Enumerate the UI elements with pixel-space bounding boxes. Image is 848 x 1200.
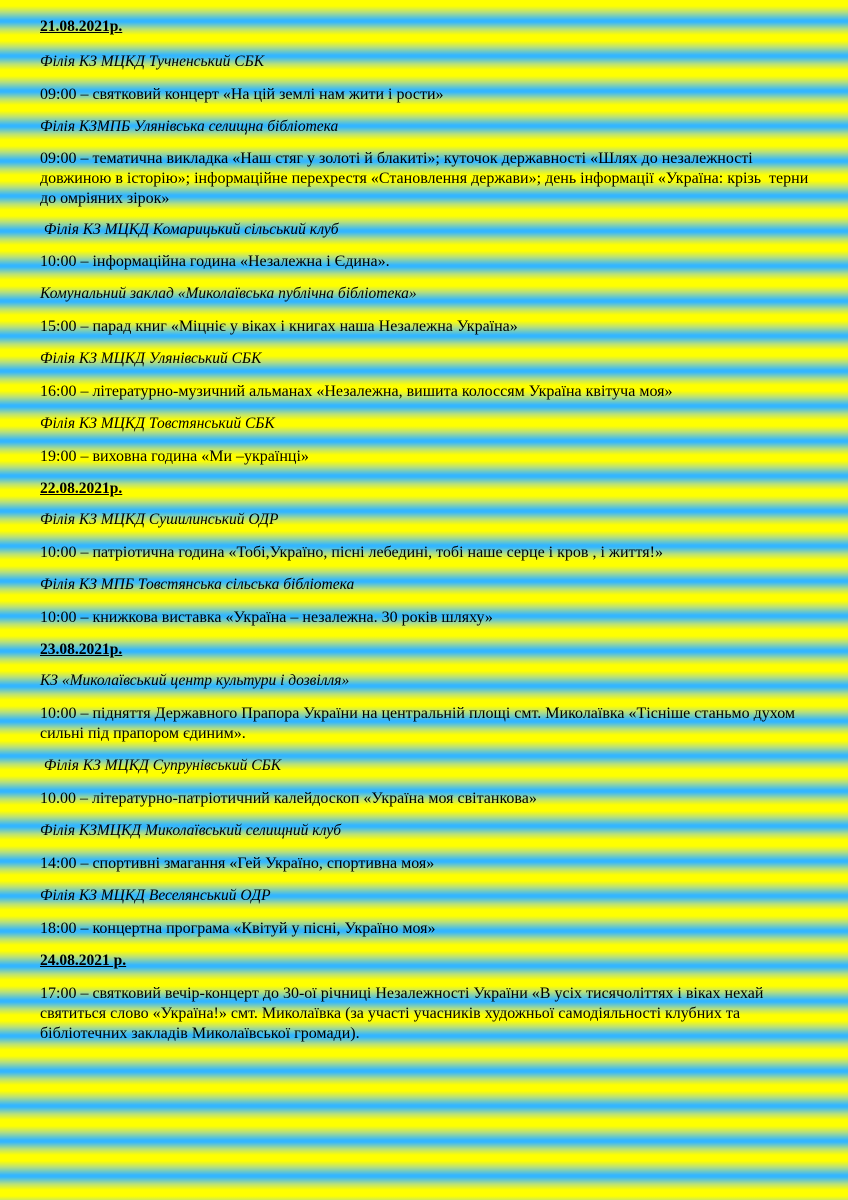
venue-name: Філія КЗ МЦКД Улянівський СБК (40, 350, 262, 367)
venue-name: Філія КЗ МЦКД Тучненський СБК (40, 53, 265, 70)
venue-name: Філія КЗ МЦКД Супрунівський СБК (40, 757, 282, 774)
venue-name: Комунальний заклад «Миколаївська публічна бібліотека» (40, 285, 417, 302)
event-description: 17:00 – святковий вечір-концерт до 30-ої річниці Незалежності України «В усіх тисячоліттях і віках нехай святиться слово «Україна!» смт. Миколаївка (за участі учасників художньої самодіяльності клубних та бібліотечних закладів Миколаївської громади). (40, 985, 768, 1042)
document (40, 18, 813, 1044)
event-description: 10:00 – інформаційна година «Незалежна і Єдина». (40, 253, 390, 270)
section-date: 21.08.2021р. (40, 18, 123, 35)
section-date: 24.08.2021 р. (40, 952, 127, 969)
event-description: 10.00 – літературно-патріотичний калейдоскоп «Україна моя світанкова» (40, 790, 537, 807)
event-description: 14:00 – спортивні змагання «Гей Україно, спортивна моя» (40, 855, 435, 872)
venue-name: Філія КЗ МЦКД Веселянський ОДР (40, 887, 271, 904)
venue-name: Філія КЗМПБ Улянівська селищна бібліотека (40, 118, 339, 135)
section-date: 22.08.2021р. (40, 480, 123, 497)
event-description: 10:00 – книжкова виставка «Україна – незалежна. 30 років шляху» (40, 609, 493, 626)
event-description: 10:00 – підняття Державного Прапора України на центральній площі смт. Миколаївка «Тісніше станьмо духом сильні під прапором єдиним». (40, 705, 800, 742)
event-description: 19:00 – виховна година «Ми –українці» (40, 448, 309, 465)
event-description: 16:00 – літературно-музичний альманах «Незалежна, вишита колоссям Україна квітуча моя» (40, 383, 673, 400)
venue-name: Філія КЗМЦКД Миколаївський селищний клуб (40, 822, 342, 839)
event-description: 09:00 – тематична викладка «Наш стяг у золоті й блакиті»; куточок державності «Шлях до незалежності довжиною в історію»; інформаційне перехрестя «Становлення держави»; день інформації «Україна: крізь терни до омріяних зірок» (40, 150, 813, 207)
event-description: 18:00 – концертна програма «Квітуй у пісні, Україно моя» (40, 920, 436, 937)
venue-name: Філія КЗ МЦКД Комарицький сільський клуб (40, 221, 339, 238)
event-description: 09:00 – святковий концерт «На цій землі нам жити і рости» (40, 86, 444, 103)
event-description: 10:00 – патріотична година «Тобі,Україно, пісні лебедині, тобі наше серце і кров , і життя!» (40, 544, 663, 561)
venue-name: Філія КЗ МЦКД Товстянський СБК (40, 415, 275, 432)
venue-name: КЗ «Миколаївський центр культури і дозвілля» (40, 672, 350, 689)
section-date: 23.08.2021р. (40, 641, 123, 658)
event-description: 15:00 – парад книг «Міцніє у віках і книгах наша Незалежна Україна» (40, 318, 518, 335)
venue-name: Філія КЗ МПБ Товстянська сільська бібліотека (40, 576, 355, 593)
venue-name: Філія КЗ МЦКД Сушилинський ОДР (40, 511, 279, 528)
